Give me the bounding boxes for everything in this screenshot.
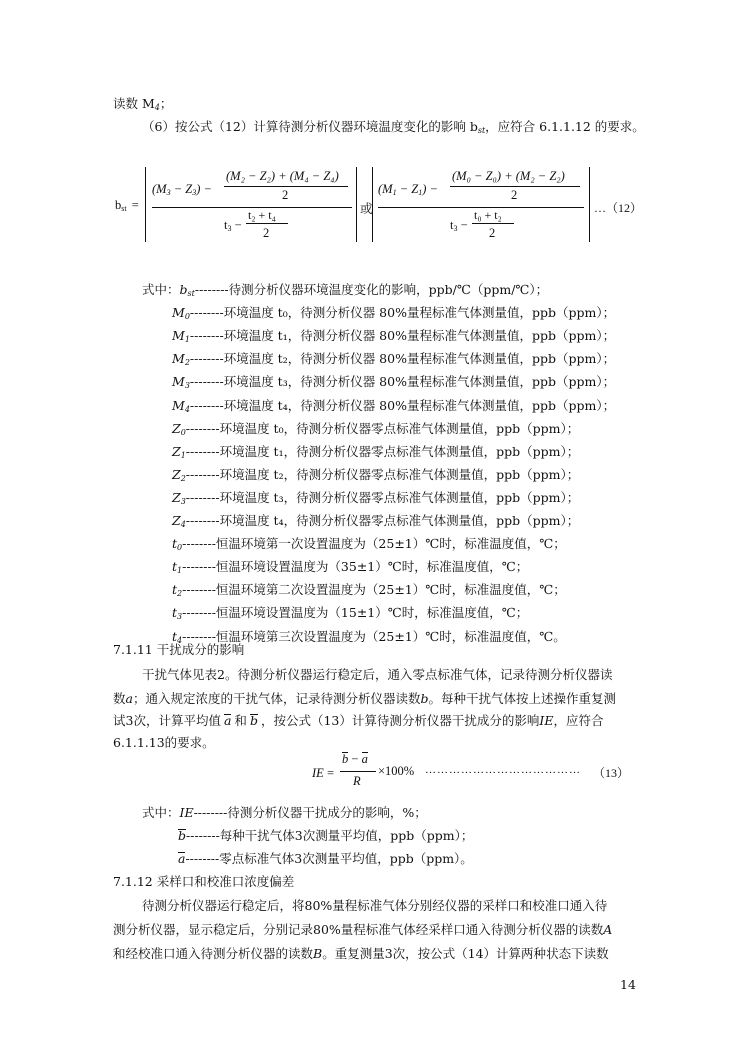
subscript: 1 xyxy=(177,566,183,576)
page-number: 14 xyxy=(620,977,636,992)
paragraph-line xyxy=(113,713,603,729)
section-heading-7-1-11: 7.1.11 干扰成分的影响 xyxy=(113,642,245,657)
definition-item xyxy=(142,805,427,821)
definition-text: --------每种干扰气体3次测量平均值，ppb（ppm）； xyxy=(186,828,474,843)
text-fragment: 试3次，计算平均值 xyxy=(113,713,221,728)
text-line-step-6 xyxy=(142,119,645,135)
text-fragment: − xyxy=(457,218,468,232)
subscript: st xyxy=(121,204,127,213)
definition-symbol: M xyxy=(172,351,185,367)
definition-lead: 式中： xyxy=(142,282,180,297)
paragraph-line: 6.1.1.13的要求。 xyxy=(113,735,215,750)
definition-symbol: Z xyxy=(172,466,181,482)
definition-symbol: t xyxy=(172,605,178,621)
subscript: 4 xyxy=(154,103,160,112)
abs-bar-right-open xyxy=(372,167,373,242)
text-fragment: ，应符合 6.1.1.12 的要求。 xyxy=(485,119,645,134)
definition-symbol: M xyxy=(172,305,185,321)
definition-item xyxy=(172,351,615,367)
subscript: 1 xyxy=(180,450,186,460)
text-fragment: ； xyxy=(159,96,173,111)
definition-text: --------待测分析仪器环境温度变化的影响，ppb/℃（ppm/℃）； xyxy=(194,282,549,297)
subscript: 3 xyxy=(192,188,197,197)
definition-text: --------环境温度 t₄，待测分析仪器零点标准气体测量值，ppb（ppm）； xyxy=(185,513,580,528)
eq13-lhs xyxy=(312,766,334,781)
definition-item xyxy=(172,559,528,575)
subscript: 2 xyxy=(177,589,183,599)
definition-item xyxy=(178,851,473,867)
leader-dots: ………………………………… xyxy=(425,764,581,776)
definition-symbol: M xyxy=(172,328,185,344)
definition-text: --------恒温环境设置温度为（15±1）℃时，标准温度值，℃； xyxy=(182,605,529,621)
text-line-reading-m4 xyxy=(113,96,172,112)
definition-symbol: Z xyxy=(172,513,181,528)
definition-text: --------环境温度 t₄，待测分析仪器 80%量程标准气体测量值，ppb（ppm）； xyxy=(189,397,616,413)
eq12-right-numerator xyxy=(378,182,438,197)
definition-text: --------恒温环境第二次设置温度为（25±1）℃时，标准温度值，℃； xyxy=(182,582,566,598)
definition-symbol: M xyxy=(172,397,185,413)
definition-text: --------恒温环境第一次设置温度为（25±1）℃时，标准温度值，℃； xyxy=(182,536,566,552)
eq12-right-den-inner-denominator: 2 xyxy=(489,226,496,240)
fraction-bar xyxy=(224,186,348,187)
definition-item xyxy=(172,398,615,414)
eq12-right-denominator xyxy=(450,218,468,233)
definition-text: --------环境温度 t₀，待测分析仪器 80%量程标准气体测量值，ppb（ppm）； xyxy=(189,305,616,321)
text-fragment: ) − xyxy=(196,182,212,196)
equals-sign: = xyxy=(131,198,139,212)
definition-item xyxy=(172,536,566,552)
subscript: 1 xyxy=(184,335,190,345)
definition-symbol: t xyxy=(172,559,178,575)
abs-bar-left-open xyxy=(145,167,146,242)
text-fragment: − Z xyxy=(170,182,193,196)
text-fragment: 和 xyxy=(234,713,247,728)
definition-item xyxy=(172,374,615,390)
text-fragment: 。每种干扰气体按上述操作重复测 xyxy=(428,691,617,706)
definition-symbol: Z xyxy=(172,443,181,459)
text-fragment: （6）按公式（12）计算待测分析仪器环境温度变化的影响 b xyxy=(142,119,478,134)
symbol-mean-b: b xyxy=(249,713,258,728)
definition-item xyxy=(172,582,566,598)
text-fragment: ，按公式（13）计算待测分析仪器干扰成分的影响 xyxy=(260,713,540,728)
equation-number-12: …（12） xyxy=(594,201,643,215)
eq12-right-inner-denominator: 2 xyxy=(511,188,518,202)
eq12-left-numerator xyxy=(152,182,212,197)
definition-symbol: b xyxy=(178,828,187,843)
definition-item xyxy=(142,282,548,298)
fraction-bar xyxy=(246,223,288,224)
definition-item xyxy=(172,421,579,437)
minus-sign: − xyxy=(348,752,362,766)
symbol: b xyxy=(420,691,429,706)
definition-lead: 式中： xyxy=(142,805,180,820)
definition-symbol: t xyxy=(172,628,178,644)
symbol-mean-a: a xyxy=(223,713,232,728)
symbol: B xyxy=(313,946,323,961)
definition-text: --------环境温度 t₂，待测分析仪器 80%量程标准气体测量值，ppb（ppm）； xyxy=(189,351,616,367)
equals-sign: = xyxy=(326,766,334,780)
subscript: 0 xyxy=(184,312,190,322)
subscript: 1 xyxy=(418,188,423,197)
fraction-bar xyxy=(450,186,580,187)
fraction-bar xyxy=(472,223,514,224)
subscript: 3 xyxy=(184,381,190,391)
text-fragment: ) − xyxy=(422,182,438,196)
eq12-left-inner-denominator: 2 xyxy=(282,188,289,202)
subscript: 2 xyxy=(184,358,190,368)
eq12-or: 或 xyxy=(360,202,373,216)
subscript: 0 xyxy=(180,427,186,437)
symbol: A xyxy=(603,922,613,937)
text-fragment: (M xyxy=(378,182,393,196)
subscript: 3 xyxy=(180,496,186,506)
definition-item xyxy=(172,467,579,483)
eq12-right-den-inner-numerator: t₀ + t₂ xyxy=(474,208,502,222)
section-heading-7-1-12: 7.1.12 采样口和校准口浓度偏差 xyxy=(113,874,295,889)
definition-symbol: b xyxy=(179,282,188,297)
text-fragment: − xyxy=(231,218,242,232)
subscript: st xyxy=(477,126,486,135)
definition-text: --------待测分析仪器干扰成分的影响，%； xyxy=(193,805,427,820)
paragraph-line: 待测分析仪器运行稳定后，将80%量程标准气体分别经仪器的采样口和校准口通入待 xyxy=(142,898,608,913)
text-fragment: 测分析仪器，显示稳定后，分别记录80%量程标准气体经采样口通入待测分析仪器的读数 xyxy=(113,922,604,937)
eq13-lhs-symbol: IE xyxy=(312,766,324,780)
symbol-mean-b: b xyxy=(342,752,349,766)
subscript: 3 xyxy=(177,612,183,622)
text-fragment: t xyxy=(224,218,228,232)
eq12-right-inner-numerator: (M₀ − Z₀) + (M₂ − Z₂) xyxy=(452,169,565,183)
symbol-mean-a: a xyxy=(361,752,368,766)
text-fragment: ；通入规定浓度的干扰气体，记录待测分析仪器读数 xyxy=(132,691,421,706)
eq12-left-inner-numerator: (M₂ − Z₂) + (M₄ − Z₄) xyxy=(226,169,339,183)
subscript: 1 xyxy=(392,188,397,197)
eq12-left-den-inner-denominator: 2 xyxy=(263,226,270,240)
subscript: 4 xyxy=(180,520,186,529)
fraction-bar xyxy=(340,771,376,772)
definition-symbol: Z xyxy=(172,489,181,505)
abs-bar-right-close xyxy=(589,167,590,242)
text-fragment: ，应符合 xyxy=(553,713,604,728)
definition-symbol: Z xyxy=(172,420,181,436)
definition-text: --------环境温度 t₃，待测分析仪器零点标准气体测量值，ppb（ppm）； xyxy=(185,489,580,505)
paragraph-line xyxy=(113,691,616,707)
definition-item xyxy=(172,513,579,529)
definition-item xyxy=(172,328,615,344)
definition-symbol: IE xyxy=(179,805,194,820)
symbol: IE xyxy=(539,713,554,728)
subscript: 3 xyxy=(227,224,232,233)
text-fragment: − Z xyxy=(396,182,419,196)
definition-item xyxy=(172,490,579,506)
symbol: a xyxy=(125,691,133,706)
text-fragment: 。重复测量3次，按公式（14）计算两种状态下读数 xyxy=(322,946,609,961)
definition-text: --------恒温环境第三次设置温度为（25±1）℃时，标准温度值，℃。 xyxy=(182,628,566,644)
text-fragment: 和经校准口通入待测分析仪器的读数 xyxy=(113,946,314,961)
definition-symbol: t xyxy=(172,536,178,552)
subscript: 3 xyxy=(453,224,458,233)
eq13-denominator: R xyxy=(353,774,361,788)
definition-text: --------零点标准气体3次测量平均值，ppb（ppm）。 xyxy=(185,851,473,866)
definition-text: --------恒温环境设置温度为（35±1）℃时，标准温度值，℃； xyxy=(182,559,529,575)
subscript: 4 xyxy=(177,635,183,645)
subscript: 3 xyxy=(166,188,171,197)
definition-item xyxy=(172,605,528,621)
equation-number-13: （13） xyxy=(593,766,630,780)
abs-bar-left-close xyxy=(356,167,357,242)
definition-text: --------环境温度 t₁，待测分析仪器零点标准气体测量值，ppb（ppm）； xyxy=(185,443,580,459)
subscript: 4 xyxy=(184,404,190,414)
definition-symbol: M xyxy=(172,374,185,390)
definition-symbol: a xyxy=(178,851,186,866)
definition-item xyxy=(172,305,615,321)
definition-item xyxy=(178,828,473,844)
subscript: 0 xyxy=(177,543,183,553)
definition-text: --------环境温度 t₃，待测分析仪器 80%量程标准气体测量值，ppb（ppm）； xyxy=(189,374,616,390)
definition-text: --------环境温度 t₁，待测分析仪器 80%量程标准气体测量值，ppb（ppm）； xyxy=(189,328,616,344)
definition-item xyxy=(172,444,579,460)
paragraph-line xyxy=(113,946,609,962)
eq12-lhs-symbol: b xyxy=(115,198,122,212)
paragraph-line xyxy=(113,922,612,938)
eq13-numerator xyxy=(342,752,368,767)
definition-text: --------环境温度 t₂，待测分析仪器零点标准气体测量值，ppb（ppm）； xyxy=(185,466,580,482)
subscript: 2 xyxy=(180,473,186,483)
definition-symbol: t xyxy=(172,582,178,598)
text-fragment: 数 xyxy=(113,691,126,706)
text-fragment: (M xyxy=(152,182,167,196)
eq12-left-denominator xyxy=(224,218,242,233)
text-fragment: t xyxy=(450,218,454,232)
eq13-times-100: ×100% xyxy=(378,764,415,778)
paragraph-line: 干扰气体见表2。待测分析仪器运行稳定后，通入零点标准气体，记录待测分析仪器读 xyxy=(142,667,613,682)
eq12-lhs xyxy=(115,198,139,213)
eq12-left-den-inner-numerator: t₂ + t₄ xyxy=(248,208,276,222)
text-fragment: 读数 M xyxy=(113,96,155,111)
definition-text: --------环境温度 t₀，待测分析仪器零点标准气体测量值，ppb（ppm）； xyxy=(185,420,580,436)
subscript: st xyxy=(187,289,195,298)
